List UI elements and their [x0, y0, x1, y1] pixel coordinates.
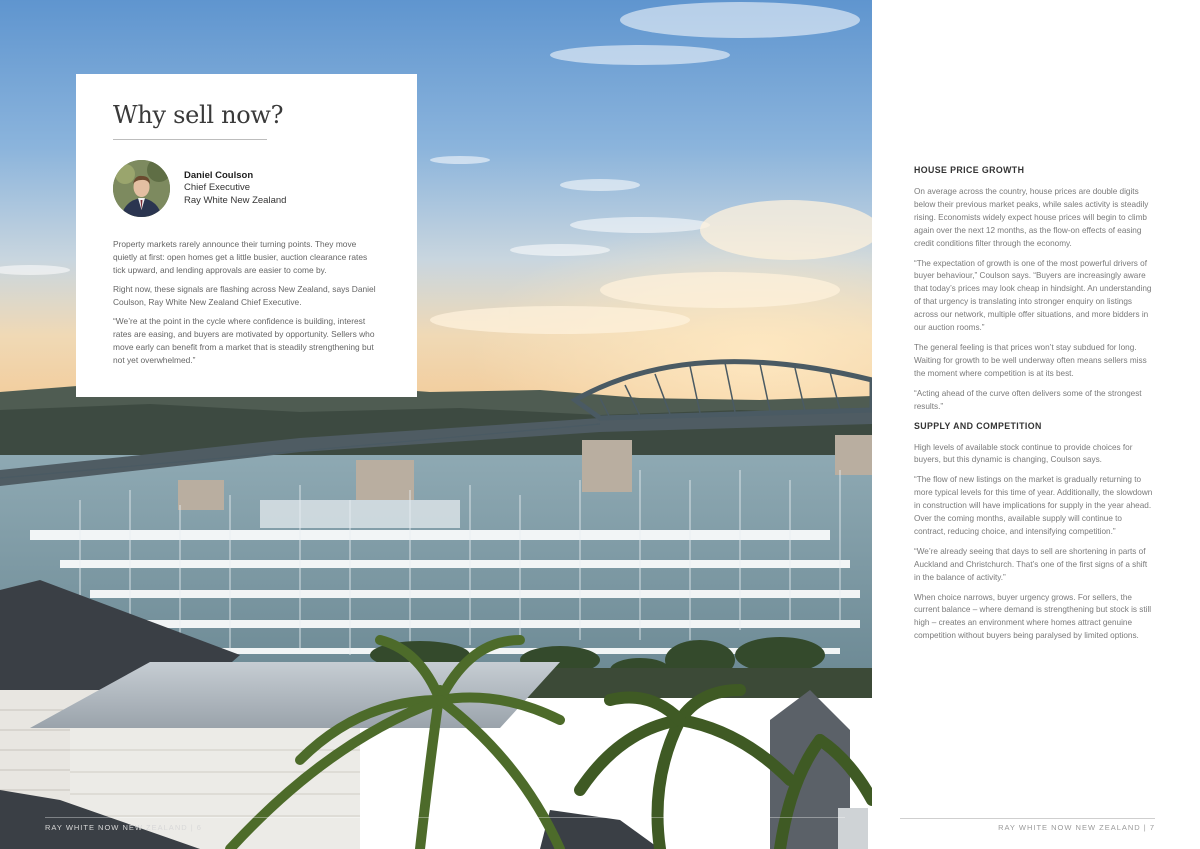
card-quote: “We’re at the point in the cycle where confidence is building, interest rates are easing, and buyers are motivated by opportunity. Sellers who move early can benefit from a market that is steadily strengthening but not yet overwhelmed.”: [113, 316, 375, 365]
author-role: Chief Executive: [184, 182, 251, 194]
article-paragraph: “The flow of new listings on the market is gradually returning to more typical levels for this time of year. Additionally, the slowdown in construction will have implications for supply in the year ahead. Over the coming months, available supply will continue to contract, reducing choice, and intensifying competition.”: [914, 475, 1153, 536]
author-block: [113, 160, 380, 217]
section-heading-house-price-growth: HOUSE PRICE GROWTH: [914, 165, 1025, 175]
article-paragraph: On average across the country, house prices are double digits below their previous market peaks, while sales activity is steadily rising. Economists widely expect house prices will begin to climb again over the next 12 months, as the flow-on effects of easing credit conditions filter through the economy.: [914, 187, 1149, 248]
article-paragraph: When choice narrows, buyer urgency grows. For sellers, the current balance – where demand is strengthening but stock is still high – creates an environment where homes attract genuine competition without buyers being paralysed by limited options.: [914, 592, 1152, 641]
article-paragraph: “The expectation of growth is one of the most powerful drivers of buyer behaviour,” Coulson says. “Buyers are increasingly aware that today’s prices may look cheap in hindsight. An understanding of that urgency is translating into stronger enquiry on listings across our network, multiple offer situations, and more bidders in our auction rooms.”: [914, 258, 1152, 333]
author-name: Daniel Coulson: [184, 169, 254, 181]
article-paragraph: “Acting ahead of the curve often delivers some of the strongest results.”: [914, 388, 1142, 411]
article-paragraph: “We’re already seeing that days to sell are shortening in parts of Auckland and Christchurch. That’s one of the first signs of a shift in the balance of activity.”: [914, 546, 1148, 582]
left-page-folio: RAY WHITE NOW NEW ZEALAND | 6: [45, 823, 202, 832]
title-divider: [113, 139, 267, 140]
article-column: [914, 165, 1154, 650]
card-paragraph: Property markets rarely announce their turning points. They move quietly at first: open homes get a little busier, auction clearance rates tick upward, and lending approvals are easier to come by.: [113, 239, 368, 275]
card-body: [113, 238, 380, 367]
avatar: [113, 160, 170, 217]
section-heading-supply-and-competition: SUPPLY AND COMPETITION: [914, 420, 1042, 431]
author-company: Ray White New Zealand: [184, 194, 287, 206]
card-paragraph: Right now, these signals are flashing across New Zealand, says Daniel Coulson, Ray White New Zealand Chief Executive.: [113, 284, 376, 307]
intro-card: [76, 74, 417, 397]
article-paragraph: The general feeling is that prices won’t stay subdued for long. Waiting for growth to be well underway often means sellers miss the moment where competition is at its best.: [914, 342, 1147, 378]
article-paragraph: High levels of available stock continue to provide choices for buyers, but this dynamic is changing, Coulson says.: [914, 442, 1133, 465]
author-details: [184, 170, 286, 208]
card-title: Why sell now?: [113, 101, 284, 129]
right-page-folio: RAY WHITE NOW NEW ZEALAND | 7: [998, 823, 1155, 832]
right-footer-rule: [900, 818, 1155, 819]
portrait-image: [113, 160, 170, 217]
left-footer-rule: [45, 817, 845, 818]
